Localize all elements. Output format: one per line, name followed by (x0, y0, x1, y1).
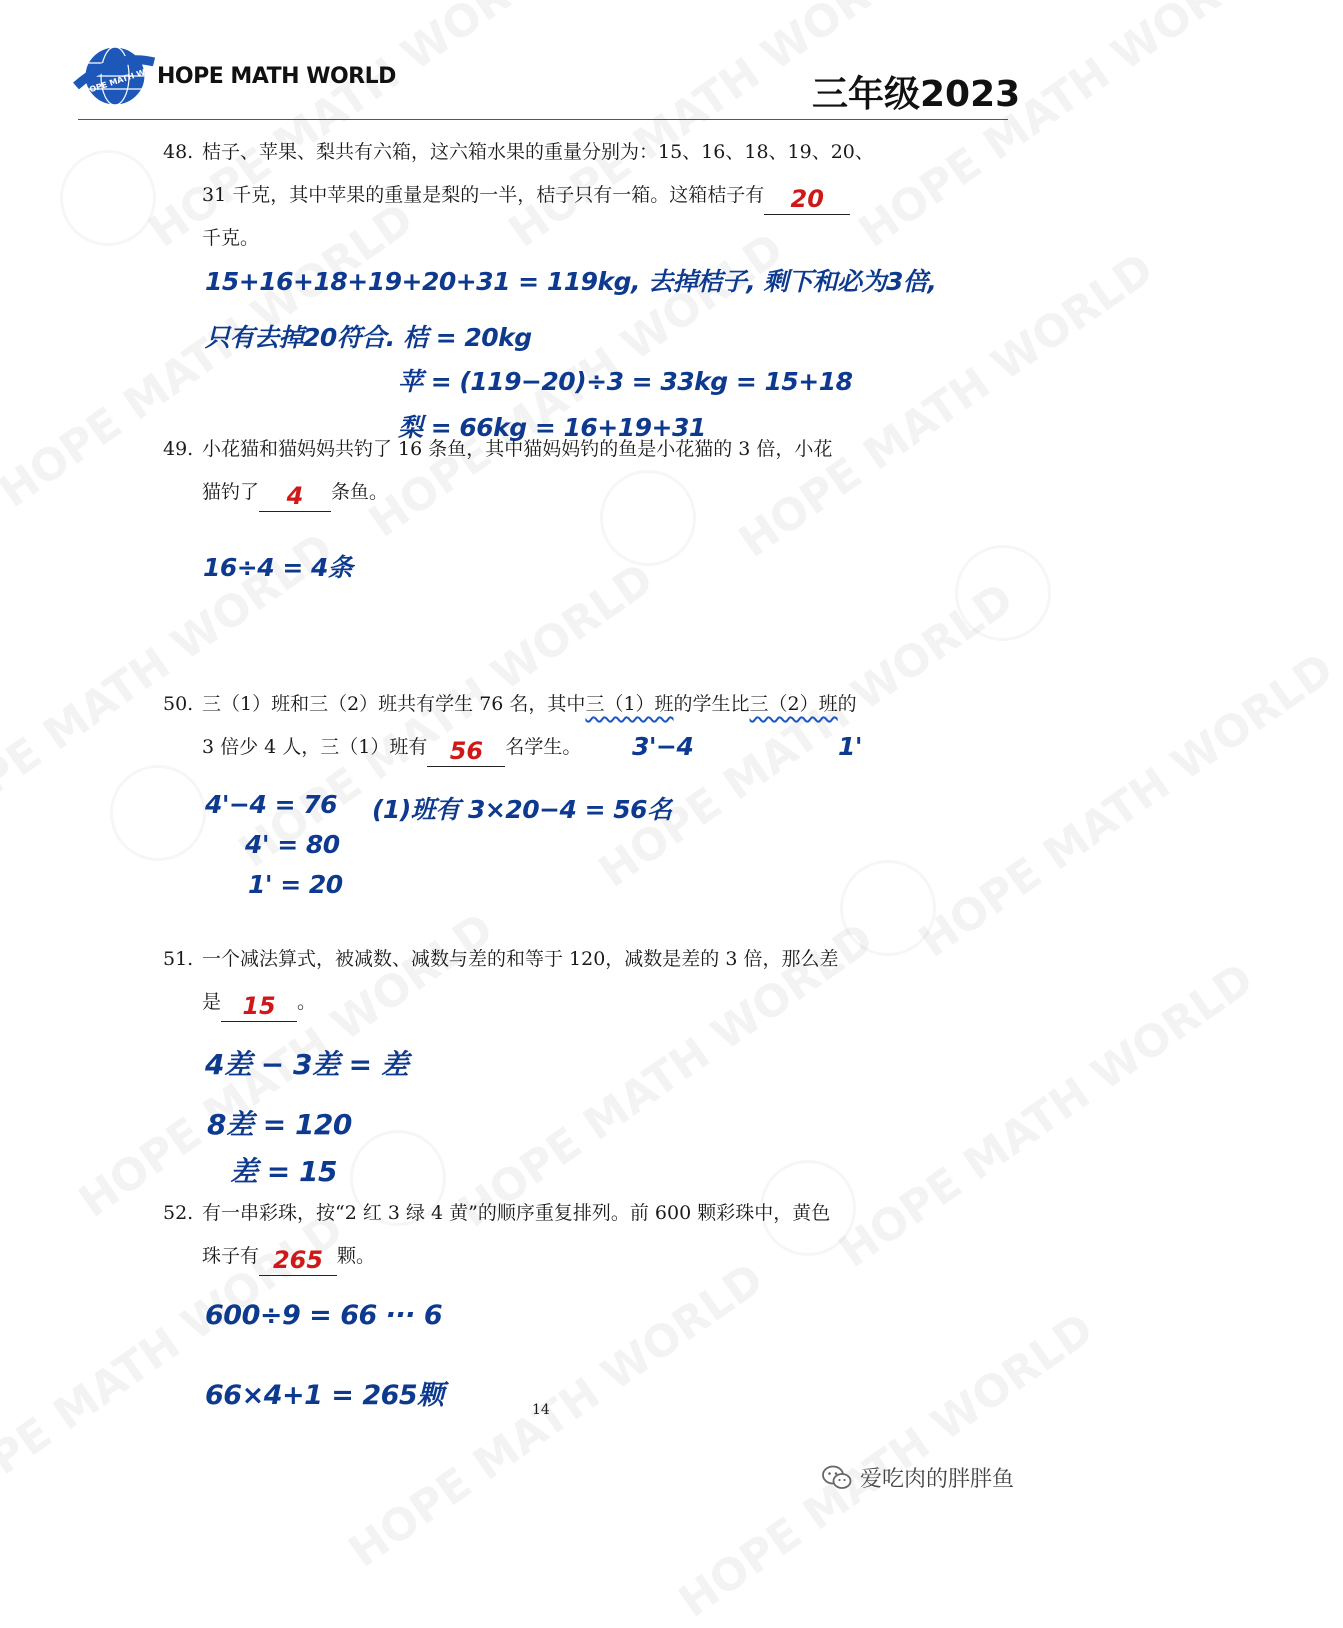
handwritten-work: 600÷9 = 66 ··· 6 (205, 1300, 443, 1331)
handwritten-work: (1)班有 3×20−4 = 56名 (372, 795, 672, 824)
problem-text-segment: 是 (202, 991, 222, 1013)
answer: 20 (790, 185, 824, 213)
watermark (830, 953, 1263, 1277)
problem-text: 有一串彩珠，按“2 红 3 绿 4 黄”的顺序重复排列。前 600 颗彩珠中，黄色 (202, 1202, 831, 1224)
problem-text (202, 471, 388, 514)
handwritten-annotation: 1' (838, 732, 863, 761)
handwritten-work: 4' = 80 (245, 830, 340, 859)
problem-text-segment: 31 千克，其中苹果的重量是梨的一半，桔子只有一箱。这箱桔子有 (202, 184, 765, 206)
underlined-segment: 三（2）班 (749, 693, 838, 715)
handwritten-work: 苹 = (119−20)÷3 = 33kg = 15+18 (398, 367, 853, 396)
problem-text-segment: 颗。 (337, 1245, 376, 1267)
answer: 265 (272, 1246, 324, 1274)
answer-blank (427, 736, 505, 767)
answer-blank (221, 991, 297, 1022)
handwritten-work: 只有去掉20符合. 桔 = 20kg (205, 323, 532, 352)
handwritten-annotation: 3'−4 (632, 732, 694, 761)
handwritten-work: 15+16+18+19+20+31 = 119kg, 去掉桔子, 剩下和必为3倍, (205, 267, 937, 296)
problem-text-segment: 条鱼。 (331, 481, 389, 503)
problem-text (202, 683, 857, 726)
problem-text-segment: 名学生。 (505, 736, 582, 758)
problem-text (202, 726, 581, 769)
problem-text (202, 174, 850, 217)
problem-text: 一个减法算式，被减数、减数与差的和等于 120，减数是差的 3 倍，那么差 (202, 948, 839, 970)
handwritten-work: 差 = 15 (230, 1155, 337, 1188)
watermark-globe (955, 545, 1051, 641)
problem-text (202, 981, 316, 1024)
problem-number: 48. (163, 141, 194, 163)
watermark-globe (110, 765, 206, 861)
handwritten-work: 1' = 20 (248, 870, 343, 899)
problem-text: 小花猫和猫妈妈共钓了 16 条鱼，其中猫妈妈钓的鱼是小花猫的 3 倍，小花 (202, 438, 833, 460)
handwritten-work: 8差 = 120 (207, 1108, 352, 1141)
page-title: 三年级2023 (812, 74, 1021, 115)
problem-text: 千克。 (202, 227, 260, 249)
watermark-globe (60, 150, 156, 246)
footer-source (822, 1462, 1014, 1493)
problem-text: 桔子、苹果、梨共有六箱，这六箱水果的重量分别为：15、16、18、19、20、 (202, 141, 874, 163)
handwritten-work: 16÷4 = 4条 (203, 553, 353, 582)
handwritten-work: 4差 − 3差 = 差 (205, 1048, 409, 1081)
header-divider (78, 119, 1008, 120)
logo-text: HOPE MATH WORLD (157, 64, 396, 89)
answer-blank (259, 481, 331, 512)
watermark (910, 643, 1343, 967)
problem-text-segment: 。 (297, 991, 317, 1013)
problem-number: 51. (163, 948, 194, 970)
problem-text-segment: 的 (837, 693, 857, 715)
handwritten-work: 66×4+1 = 265颗 (205, 1380, 444, 1411)
answer-blank (259, 1245, 337, 1276)
problem-number: 50. (163, 693, 194, 715)
watermark (850, 0, 1283, 258)
problem-text-segment: 珠子有 (202, 1245, 260, 1267)
watermark-globe (840, 860, 936, 956)
handwritten-work: 梨 = 66kg = 16+19+31 (398, 413, 706, 442)
problem-text-segment: 3 倍少 4 人，三（1）班有 (202, 736, 428, 758)
watermark-globe (600, 470, 696, 566)
logo (74, 44, 171, 108)
logo-globe-text: HOPE MATH WORLD (82, 60, 171, 97)
answer: 4 (286, 482, 304, 510)
problem-number: 52. (163, 1202, 194, 1224)
handwritten-work: 4'−4 = 76 (205, 790, 338, 819)
underlined-segment: 三（1）班 (585, 693, 674, 715)
problem-text-segment: 三（1）班和三（2）班共有学生 76 名，其中 (202, 693, 586, 715)
wechat-icon (822, 1465, 852, 1491)
footer-text: 爱吃肉的胖胖鱼 (860, 1467, 1015, 1492)
answer-blank (764, 184, 850, 215)
problem-number: 49. (163, 438, 194, 460)
answer: 56 (449, 737, 484, 765)
watermark (500, 0, 933, 258)
globe-logo-icon (74, 44, 171, 108)
problem-text-segment: 的学生比 (673, 693, 750, 715)
problem-text-segment: 猫钓了 (202, 481, 260, 503)
answer: 15 (242, 992, 276, 1020)
problem-text (202, 1235, 375, 1278)
page-number: 14 (532, 1402, 550, 1418)
